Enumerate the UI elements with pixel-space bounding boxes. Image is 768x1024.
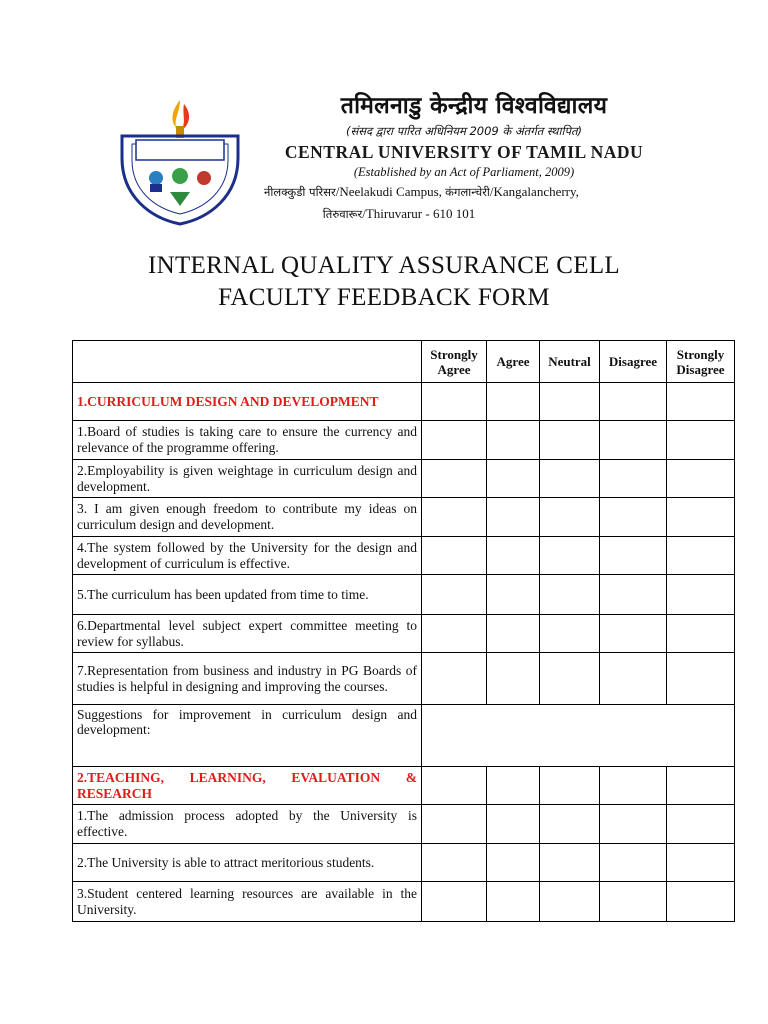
rating-cell[interactable]	[422, 805, 487, 844]
rating-cell[interactable]	[667, 653, 735, 705]
rating-cell[interactable]	[487, 460, 540, 498]
suggestions-row	[73, 705, 735, 767]
rating-cell[interactable]	[667, 537, 735, 575]
rating-cell[interactable]	[422, 575, 487, 615]
university-header	[110, 88, 660, 228]
rating-cell[interactable]	[422, 615, 487, 653]
rating-cell[interactable]	[540, 421, 600, 460]
campus-latin-b: /Kangalancherry,	[489, 184, 579, 199]
rating-cell[interactable]	[540, 767, 600, 805]
rating-cell[interactable]	[667, 615, 735, 653]
campus-address-line2	[264, 206, 534, 222]
campus-hindi-a: नीलक्कुडी परिसर	[264, 185, 336, 199]
rating-cell[interactable]	[540, 537, 600, 575]
rating-cell[interactable]	[422, 460, 487, 498]
question-text: 5.The curriculum has been updated from time to time.	[73, 575, 422, 615]
rating-cell[interactable]	[540, 653, 600, 705]
rating-cell[interactable]	[667, 882, 735, 922]
rating-cell[interactable]	[600, 882, 667, 922]
rating-cell[interactable]	[600, 537, 667, 575]
rating-cell[interactable]	[540, 805, 600, 844]
rating-cell[interactable]	[422, 421, 487, 460]
campus-address-line1	[264, 184, 664, 200]
rating-cell[interactable]	[540, 460, 600, 498]
rating-cell[interactable]	[540, 882, 600, 922]
rating-cell[interactable]	[540, 615, 600, 653]
rating-cell[interactable]	[600, 805, 667, 844]
rating-cell[interactable]	[667, 460, 735, 498]
question-text: 3. I am given enough freedom to contribute my ideas on curriculum design and development.	[73, 498, 422, 537]
table-row	[73, 844, 735, 882]
rating-cell[interactable]	[487, 805, 540, 844]
rating-cell[interactable]	[487, 615, 540, 653]
col-agree: Agree	[487, 341, 540, 383]
table-row	[73, 805, 735, 844]
section-row	[73, 383, 735, 421]
feedback-table	[72, 340, 735, 922]
rating-cell[interactable]	[667, 498, 735, 537]
rating-cell[interactable]	[667, 805, 735, 844]
rating-cell[interactable]	[422, 498, 487, 537]
establishment-note-hindi: (संसद द्वारा पारित अधिनियम 2009 के अंतर्गत स्थापित)	[345, 124, 583, 138]
rating-cell[interactable]	[667, 421, 735, 460]
col-neutral: Neutral	[540, 341, 600, 383]
question-text: 3.Student centered learning resources are available in the University.	[73, 882, 422, 922]
rating-cell[interactable]	[487, 844, 540, 882]
question-text: 1.The admission process adopted by the University is effective.	[73, 805, 422, 844]
rating-cell[interactable]	[667, 844, 735, 882]
university-name-english: CENTRAL UNIVERSITY OF TAMIL NADU	[284, 142, 644, 162]
rating-cell[interactable]	[487, 498, 540, 537]
rating-cell[interactable]	[540, 844, 600, 882]
rating-cell[interactable]	[487, 767, 540, 805]
rating-cell[interactable]	[487, 882, 540, 922]
rating-cell[interactable]	[600, 383, 667, 421]
rating-cell[interactable]	[600, 498, 667, 537]
table-row	[73, 460, 735, 498]
question-text: 6.Departmental level subject expert committee meeting to review for syllabus.	[73, 615, 422, 653]
table-header-row	[73, 341, 735, 383]
rating-cell[interactable]	[422, 383, 487, 421]
rating-cell[interactable]	[600, 460, 667, 498]
rating-cell[interactable]	[600, 844, 667, 882]
rating-cell[interactable]	[487, 653, 540, 705]
university-logo	[110, 96, 250, 226]
col-strongly-disagree: Strongly Disagree	[667, 341, 735, 383]
rating-cell[interactable]	[487, 575, 540, 615]
rating-cell[interactable]	[600, 575, 667, 615]
header-blank	[73, 341, 422, 383]
table-row	[73, 882, 735, 922]
rating-cell[interactable]	[540, 575, 600, 615]
rating-cell[interactable]	[422, 844, 487, 882]
section2-heading: 2.TEACHING, LEARNING, EVALUATION & RESEARCH	[73, 767, 422, 805]
rating-cell[interactable]	[422, 537, 487, 575]
question-text: 2.Employability is given weightage in curriculum design and development.	[73, 460, 422, 498]
section-row	[73, 767, 735, 805]
campus2-latin: /Thiruvarur - 610 101	[362, 206, 476, 221]
form-title-line2: FACULTY FEEDBACK FORM	[218, 284, 550, 311]
col-strongly-agree: Strongly Agree	[422, 341, 487, 383]
rating-cell[interactable]	[487, 537, 540, 575]
table-row	[73, 615, 735, 653]
col-disagree: Disagree	[600, 341, 667, 383]
rating-cell[interactable]	[540, 383, 600, 421]
establishment-note: (Established by an Act of Parliament, 2009)	[353, 165, 575, 179]
university-name-hindi: तमिलनाडु केन्द्रीय विश्वविद्यालय	[340, 93, 608, 119]
rating-cell[interactable]	[667, 383, 735, 421]
section1-heading: 1.CURRICULUM DESIGN AND DEVELOPMENT	[73, 383, 422, 421]
rating-cell[interactable]	[540, 498, 600, 537]
rating-cell[interactable]	[600, 421, 667, 460]
table-row	[73, 421, 735, 460]
rating-cell[interactable]	[600, 615, 667, 653]
rating-cell[interactable]	[422, 882, 487, 922]
campus-latin-a: /Neelakudi Campus,	[335, 184, 446, 199]
question-text: 4.The system followed by the University for the design and development of curriculum is effective.	[73, 537, 422, 575]
rating-cell[interactable]	[422, 653, 487, 705]
suggestions-input[interactable]	[422, 705, 735, 767]
table-row	[73, 575, 735, 615]
suggestions-label: Suggestions for improvement in curriculum design and development:	[73, 705, 422, 767]
campus2-hindi: तिरुवारूर	[322, 207, 363, 221]
table-row	[73, 537, 735, 575]
rating-cell[interactable]	[667, 767, 735, 805]
rating-cell[interactable]	[487, 421, 540, 460]
rating-cell[interactable]	[600, 767, 667, 805]
rating-cell[interactable]	[487, 383, 540, 421]
table-row	[73, 653, 735, 705]
form-title-line1: INTERNAL QUALITY ASSURANCE CELL	[147, 252, 620, 279]
question-text: 2.The University is able to attract meritorious students.	[73, 844, 422, 882]
campus-hindi-b: कंगलान्चेरी	[445, 185, 490, 199]
question-text: 7.Representation from business and industry in PG Boards of studies is helpful in designing and improving the courses.	[73, 653, 422, 705]
rating-cell[interactable]	[422, 767, 487, 805]
rating-cell[interactable]	[600, 653, 667, 705]
rating-cell[interactable]	[667, 575, 735, 615]
table-row	[73, 498, 735, 537]
question-text: 1.Board of studies is taking care to ensure the currency and relevance of the programme offering.	[73, 421, 422, 460]
